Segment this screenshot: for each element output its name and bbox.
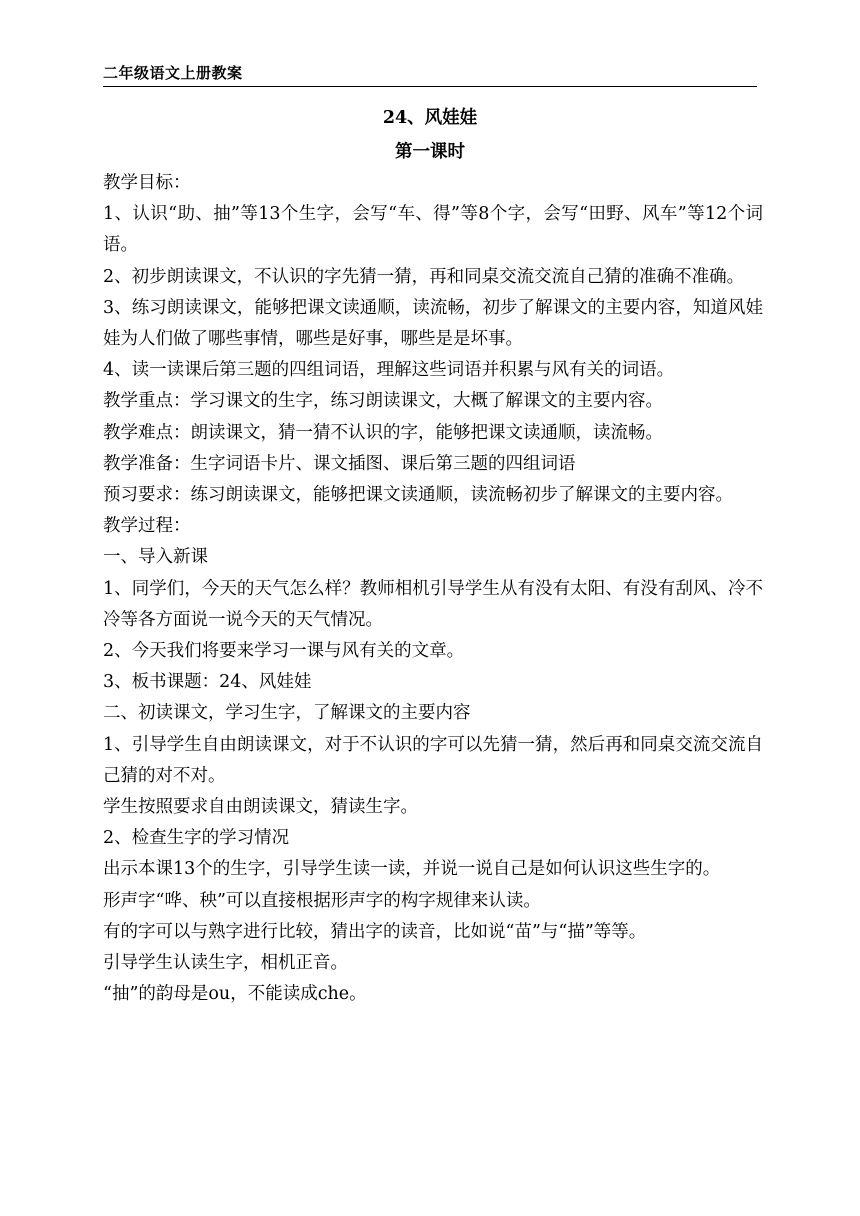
paragraph: 1、认识“助、抽”等13个生字，会写“车、得”等8个字，会写“田野、风车”等12个词语。 xyxy=(103,204,763,256)
header-text: 二年级语文上册教案 xyxy=(103,64,243,82)
paragraph: 2、初步朗读课文，不认识的字先猜一猜，再和同桌交流交流自己猜的准确不准确。 xyxy=(103,266,745,287)
paragraph: 形声字“哗、秧”可以直接根据形声字的构字规律来认读。 xyxy=(103,890,541,911)
paragraph: 1、引导学生自由朗读课文，对于不认识的字可以先猜一猜，然后再和同桌交流交流自己猜的对不对。 xyxy=(103,734,763,786)
paragraph: 2、今天我们将要来学习一课与风有关的文章。 xyxy=(103,641,465,662)
paragraph: 教学难点：朗读课文，猜一猜不认识的字，能够把课文读通顺，读流畅。 xyxy=(103,422,663,443)
document-body xyxy=(103,168,763,1010)
page-header xyxy=(103,62,757,87)
paragraph: 3、练习朗读课文，能够把课文读通顺，读流畅，初步了解课文的主要内容，知道风娃娃为人们做了哪些事情，哪些是好事，哪些是是坏事。 xyxy=(103,297,763,350)
paragraph: 出示本课13个的生字，引导学生读一读，并说一说自己是如何认识这些生字的。 xyxy=(103,859,721,880)
paragraph: 引导学生认读生字，相机正音。 xyxy=(103,953,348,974)
paragraph: “抽”的韵母是ou，不能读成che。 xyxy=(103,984,367,1005)
paragraph: 2、检查生字的学习情况 xyxy=(103,828,290,849)
paragraph: 教学重点：学习课文的生字，练习朗读课文，大概了解课文的主要内容。 xyxy=(103,391,663,412)
paragraph: 有的字可以与熟字进行比较，猜出字的读音，比如说“苗”与“描”等等。 xyxy=(103,921,647,942)
paragraph: 教学过程： xyxy=(103,516,191,537)
paragraph: 一、导入新课 xyxy=(103,547,208,568)
paragraph: 4、读一读课后第三题的四组词语，理解这些词语并积累与风有关的词语。 xyxy=(103,360,675,381)
paragraph: 教学准备：生字词语卡片、课文插图、课后第三题的四组词语 xyxy=(103,453,576,474)
paragraph: 1、同学们，今天的天气怎么样？教师相机引导学生从有没有太阳、有没有刮风、冷不冷等各方面说一说今天的天气情况。 xyxy=(103,578,763,630)
paragraph: 3、板书课题：24、风娃娃 xyxy=(103,672,312,693)
lesson-title: 24、风娃娃 xyxy=(382,108,478,128)
paragraph: 教学目标： xyxy=(103,173,191,193)
paragraph: 预习要求：练习朗读课文，能够把课文读通顺，读流畅初步了解课文的主要内容。 xyxy=(103,485,733,506)
paragraph: 学生按照要求自由朗读课文，猜读生字。 xyxy=(103,797,418,818)
paragraph: 二、初读课文，学习生字，了解课文的主要内容 xyxy=(103,703,471,724)
lesson-subtitle: 第一课时 xyxy=(395,142,465,162)
